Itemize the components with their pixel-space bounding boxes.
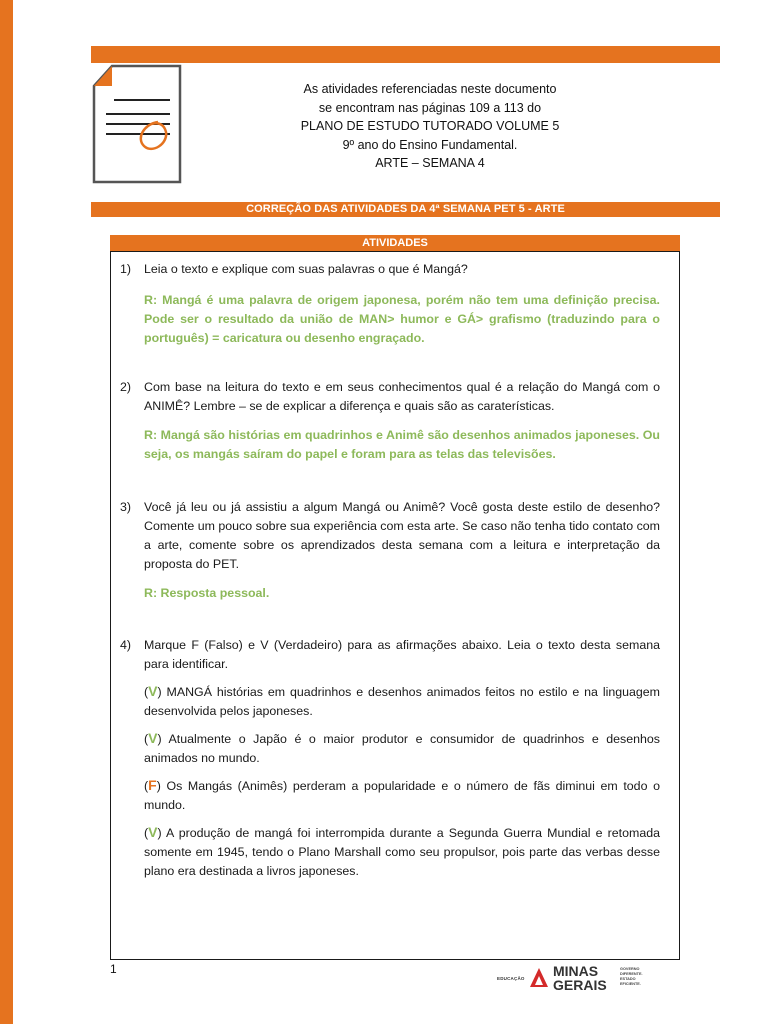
activities-header: ATIVIDADES [110,235,680,251]
answer-text: R: Mangá são histórias em quadrinhos e Animê são desenhos animados japoneses. Ou seja, os mangás saíram do papel e foram para as telas das televisões. [144,428,660,461]
true-false-item: (V) Atualmente o Japão é o maior produtor e consumidor de quadrinhos e desenhos animados no mundo. [144,730,660,765]
logo-name [553,964,607,992]
logo-tagline-line: EFICIENTE. [620,982,641,986]
activities-box [110,251,680,960]
logo-tagline-line: GOVERNO [620,967,640,971]
question-number: 3) [120,500,132,514]
answer-mark: F [148,777,157,793]
answer-mark: V [148,824,158,840]
logo-tagline-line: DIFERENTE. [620,972,643,976]
header-text [250,80,610,173]
true-false-item: (V) MANGÁ histórias em quadrinhos e desenhos animados feitos no estilo e na linguagem desenvolvida pelos japoneses. [144,683,660,718]
question-text: Leia o texto e explique com suas palavras o que é Mangá? [144,262,468,276]
true-false-item: (V) A produção de mangá foi interrompida durante a Segunda Guerra Mundial e retomada somente em 1945, tendo o Plano Marshall como seu propulsor, pois parte das verbas desse plano era destinada a livros japoneses. [144,824,660,878]
answer-mark: V [148,683,158,699]
question-text: Marque F (Falso) e V (Verdadeiro) para as afirmações abaixo. Leia o texto desta semana para identificar. [144,638,660,671]
question-number: 1) [120,262,132,276]
question-3 [120,498,660,603]
minas-gerais-logo [497,963,657,995]
answer-text: R: Mangá é uma palavra de origem japonesa, porém não tem uma definição precisa. Pode ser o resultado da união de MAN> humor e GÁ> grafismo (traduzindo para o português) = caricatura ou desenho engraçado. [144,293,660,345]
logo-department: EDUCAÇÃO [497,976,525,981]
question-2 [120,378,660,464]
true-false-item: (F) Os Mangás (Animês) perderam a popularidade e o número de fãs diminui em todo o mundo. [144,777,660,812]
document-icon [88,64,188,188]
question-1 [120,260,660,348]
answer-text: R: Resposta pessoal. [144,586,270,600]
left-accent-stripe [0,0,13,1024]
header-line: As atividades referenciadas neste documento [303,82,557,96]
item-text: MANGÁ histórias em quadrinhos e desenhos animados feitos no estilo e na linguagem desenvolvida pelos japoneses. [144,685,660,718]
logo-name-line: MINAS [553,963,599,979]
item-text: Atualmente o Japão é o maior produtor e consumidor de quadrinhos e desenhos animados no mundo. [144,732,660,765]
logo-tagline [620,967,643,987]
logo-name-line: GERAIS [553,977,607,993]
question-number: 4) [120,638,132,652]
page-number: 1 [110,962,117,976]
question-4 [120,636,660,881]
question-number: 2) [120,380,132,394]
question-text: Com base na leitura do texto e em seus conhecimentos qual é a relação do Mangá com o ANIMÊ? Lembre – se de explicar a diferença e quais são as caraterísticas. [144,380,660,413]
header-line: 9º ano do Ensino Fundamental. [342,137,518,152]
header-line: se encontram nas páginas 109 a 113 do [318,100,542,115]
logo-tagline-line: ESTADO [620,977,636,981]
title-bar: CORREÇÃO DAS ATIVIDADES DA 4ª SEMANA PET 5 - ARTE [91,202,720,217]
item-text: A produção de mangá foi interrompida durante a Segunda Guerra Mundial e retomada somente em 1945, tendo o Plano Marshall como seu propulsor, pois parte das verbas desse plano era destinada a livros japoneses. [144,826,660,878]
top-accent-bar [91,46,720,63]
header-line: PLANO DE ESTUDO TUTORADO VOLUME 5 [300,119,560,133]
item-text: Os Mangás (Animês) perderam a popularidade e o número de fãs diminui em todo o mundo. [144,779,660,812]
header-line: ARTE – SEMANA 4 [375,156,485,170]
triangle-logo-icon [529,967,549,989]
answer-mark: V [148,730,158,746]
question-text: Você já leu ou já assistiu a algum Mangá ou Animê? Você gosta deste estilo de desenho? Comente um pouco sobre sua experiência com esta arte. Se caso não tenha tido contato com a arte, comente sobre os aprendizados desta semana com a leitura e interpretação da proposta do PET. [144,500,660,571]
